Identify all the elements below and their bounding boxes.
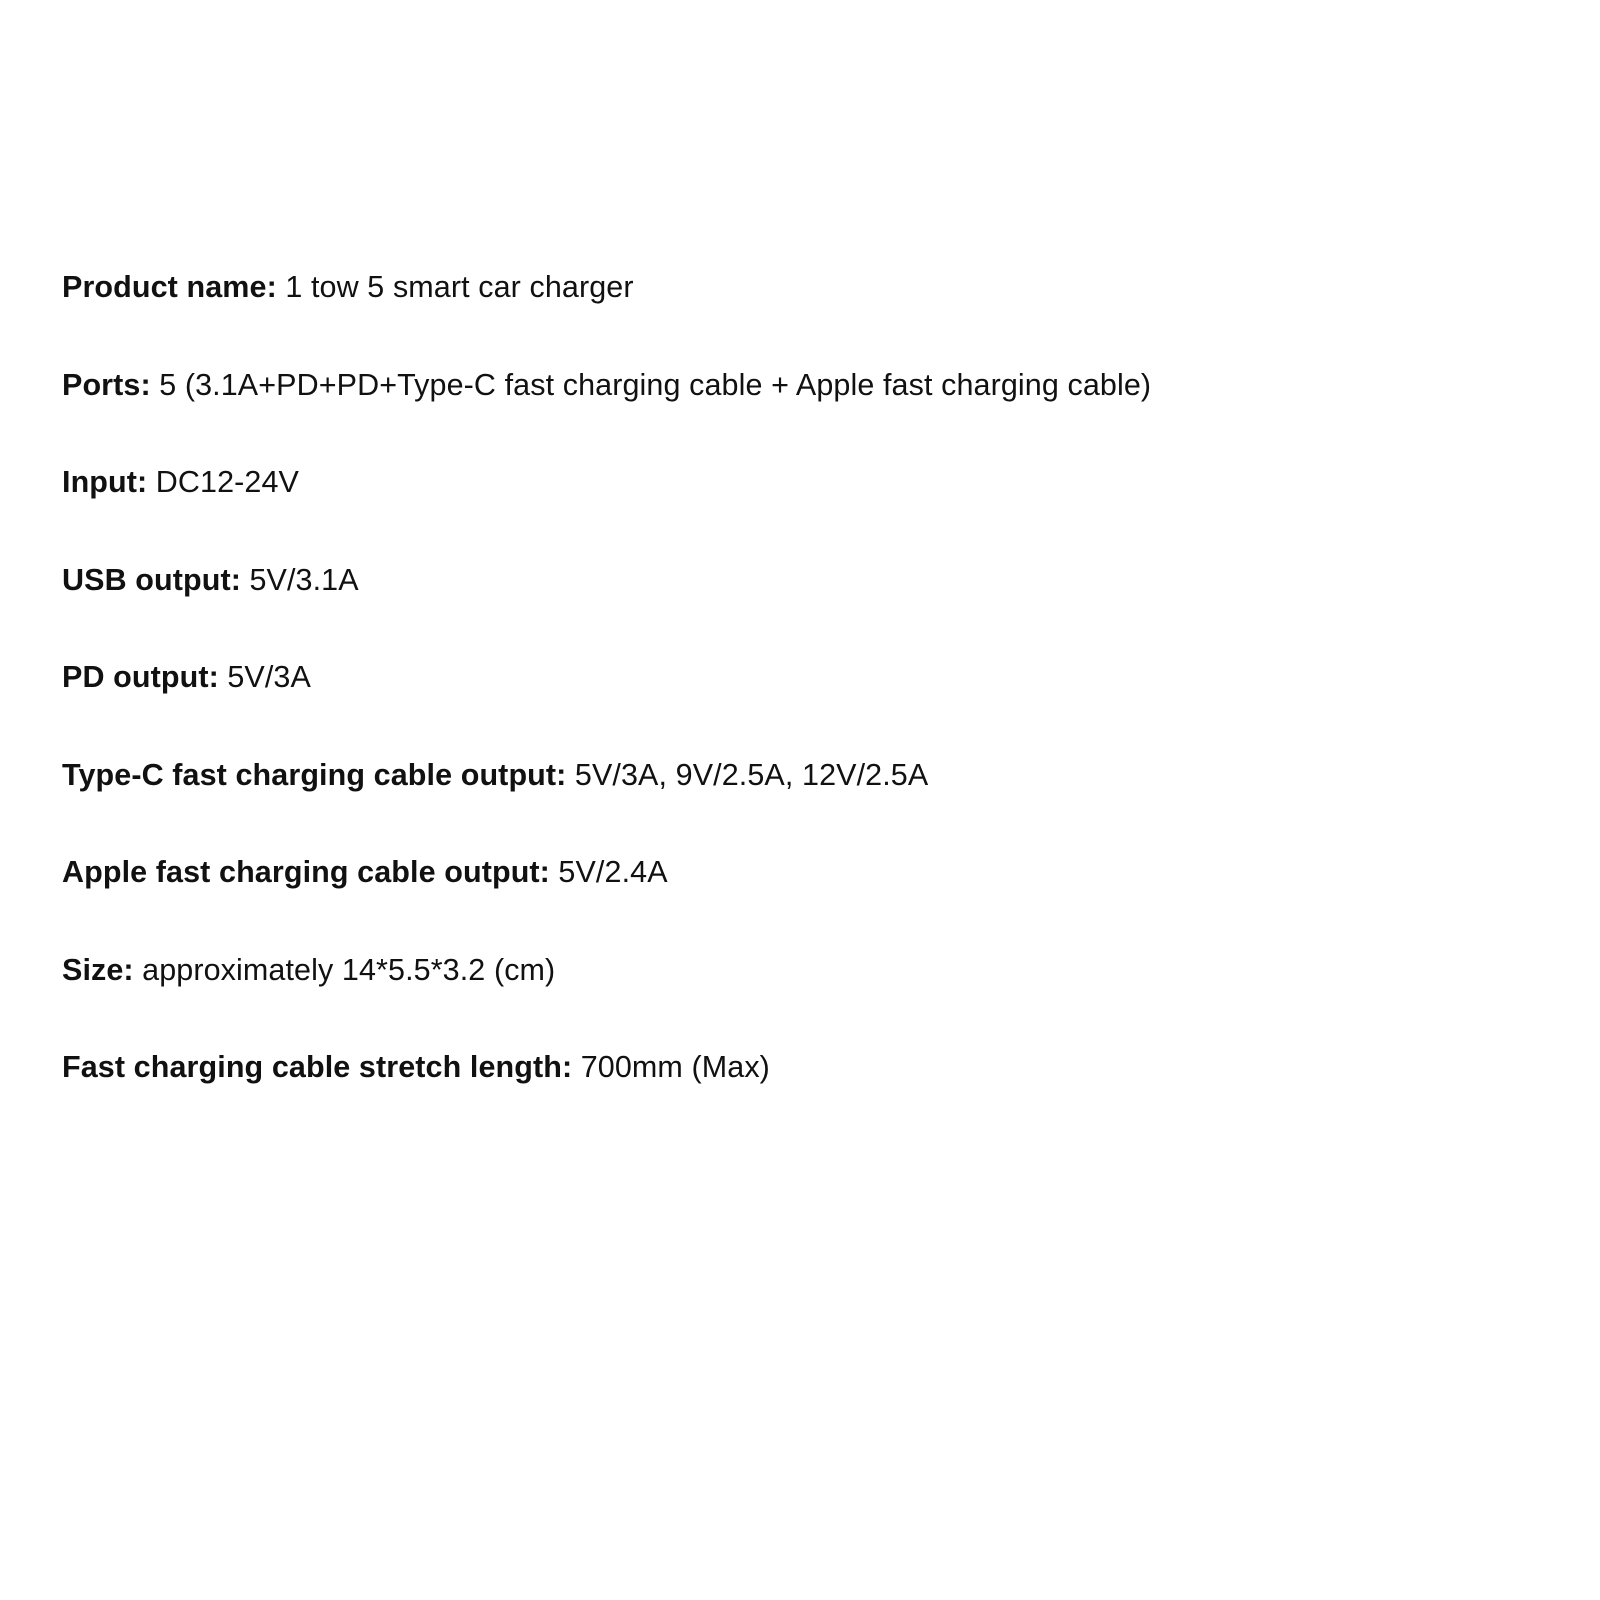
spec-row	[62, 662, 1560, 693]
spec-value: approximately 14*5.5*3.2 (cm)	[142, 952, 556, 987]
spec-label: Size:	[62, 952, 134, 987]
spec-value: 5V/3A, 9V/2.5A, 12V/2.5A	[574, 757, 929, 792]
spec-list	[62, 272, 1560, 1083]
spec-label: USB output:	[62, 562, 241, 597]
spec-value: 1 tow 5 smart car charger	[285, 270, 634, 304]
spec-row	[62, 857, 1560, 888]
spec-row	[62, 467, 1560, 498]
spec-row	[62, 952, 1560, 987]
spec-value: 5V/2.4A	[558, 855, 668, 889]
spec-row	[62, 562, 1560, 597]
spec-row	[62, 272, 1560, 303]
spec-row	[62, 367, 1560, 402]
spec-value: 700mm (Max)	[580, 1050, 770, 1084]
spec-value: 5V/3A	[227, 660, 311, 694]
spec-row	[62, 757, 1560, 792]
spec-label: Fast charging cable stretch length:	[62, 1050, 573, 1084]
spec-label: Input:	[62, 465, 148, 499]
spec-label: Product name:	[62, 270, 277, 304]
spec-value: DC12-24V	[155, 465, 299, 499]
spec-value: 5 (3.1A+PD+PD+Type-C fast charging cable + Apple fast charging cable)	[159, 367, 1152, 402]
spec-label: PD output:	[62, 660, 219, 694]
spec-label: Type-C fast charging cable output:	[62, 757, 567, 792]
spec-label: Apple fast charging cable output:	[62, 855, 550, 889]
spec-value: 5V/3.1A	[249, 562, 359, 597]
spec-label: Ports:	[62, 367, 151, 402]
spec-row	[62, 1052, 1560, 1083]
